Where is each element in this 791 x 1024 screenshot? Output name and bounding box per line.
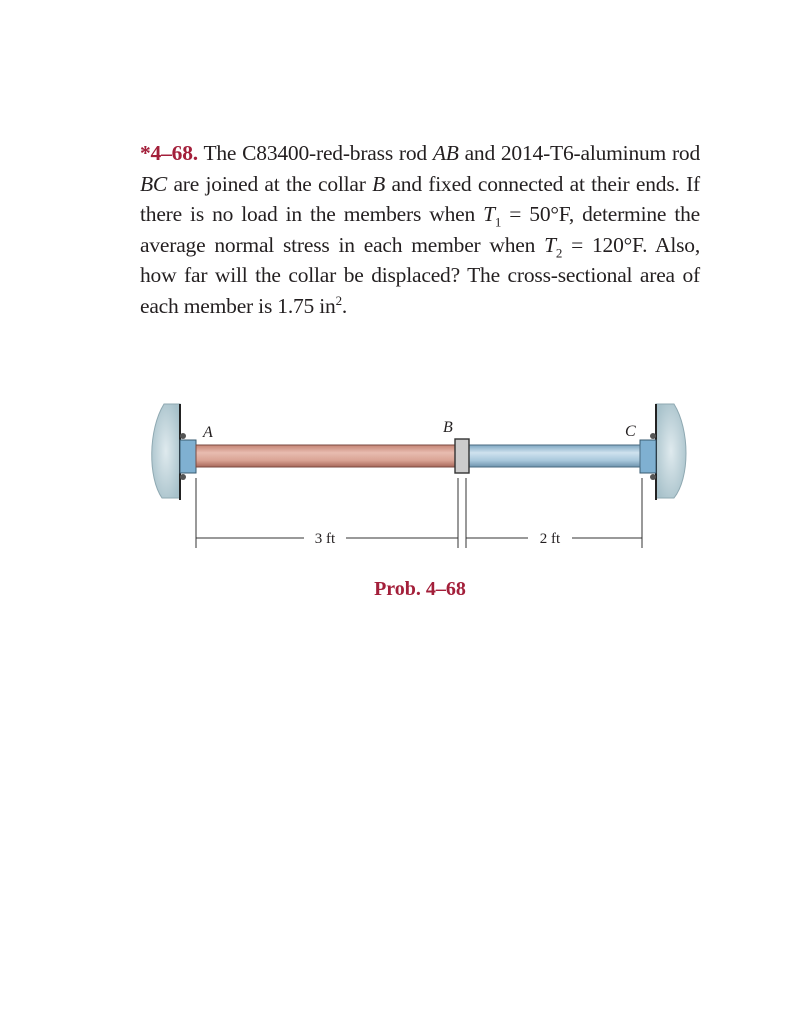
left-plate xyxy=(180,440,196,473)
problem-segment: and fixed connected at their ends. If there is no load in the members when xyxy=(140,171,700,226)
problem-segment: B xyxy=(372,171,386,196)
label-b: B xyxy=(443,419,453,436)
problem-segment: The C83400-red-brass rod xyxy=(203,141,433,165)
right-bolt-bottom xyxy=(650,474,656,480)
problem-segment: 2 xyxy=(555,244,563,260)
problem-segment: and 2014-T6-aluminum rod xyxy=(458,141,701,165)
problem-segment: . xyxy=(341,293,348,318)
label-a: A xyxy=(203,424,213,441)
problem-segment: are joined at the collar xyxy=(167,171,373,196)
problem-segment: 1 xyxy=(494,214,502,230)
problem-segment: = 120°F. Also, how far will the collar be displaced? The cross-sectional area of each member is 1.75 in xyxy=(140,232,700,318)
figure-caption: Prob. 4–68 xyxy=(374,578,466,600)
right-bolt-top xyxy=(650,433,656,439)
right-plate xyxy=(640,440,656,473)
problem-segment: 2 xyxy=(335,292,342,308)
problem-segment: BC xyxy=(140,171,168,196)
problem-segment: T xyxy=(544,232,556,257)
dim-label-ab: 3 ft xyxy=(314,531,336,547)
label-c: C xyxy=(625,423,636,440)
right-wall xyxy=(656,404,686,498)
collar-b xyxy=(455,439,469,473)
left-bolt-top xyxy=(180,433,186,439)
problem-segment: = 50°F, determine the average normal stress in each member when xyxy=(140,202,700,257)
rod-ab xyxy=(196,445,456,467)
left-bolt-bottom xyxy=(180,474,186,480)
rod-bc xyxy=(468,445,640,467)
problem-number: *4–68. xyxy=(140,141,198,165)
problem-segment: AB xyxy=(432,141,459,165)
left-wall xyxy=(152,404,180,498)
problem-segment: T xyxy=(483,202,495,226)
dim-label-bc: 2 ft xyxy=(539,531,561,547)
